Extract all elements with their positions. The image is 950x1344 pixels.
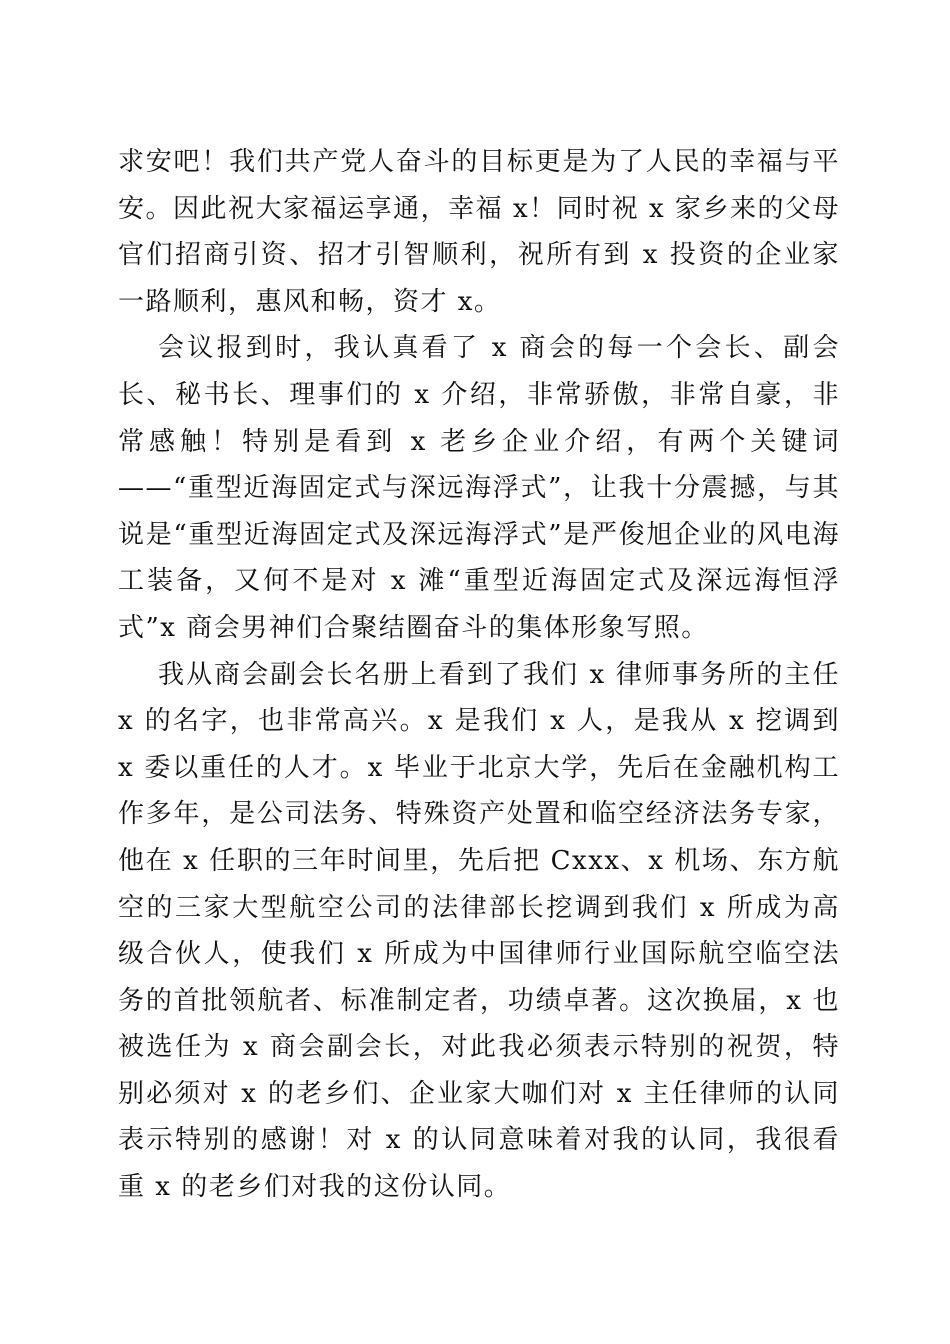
paragraph-3: 我从商会副会长名册上看到了我们 x 律师事务所的主任 x 的名字，也非常高兴。x 是我们 x 人，是我从 x 挖调到 x 委以重任的人才。x 毕业于北京大学，先后在金融机构工作多年，是公司法务、特殊资产处置和临空经济法务专家，他在 x 任职的三年时间里，先后把 Cxxx、x 机场、东方航空的三家大型航空公司的法律部长挖调到我们 x 所成为高级合伙人，使我们 x 所成为中国律师行业国际航空临空法务的首批领航者、标准制定者，功绩卓著。这次换届，x 也被选任为 x 商会副会长，对此我必须表示特别的祝贺，特别必须对 x 的老乡们、企业家大咖们对 x 主任律师的认同表示特别的感谢！对 x 的认同意味着对我的认同，我很看重 x 的老乡们对我的这份认同。 bbox=[118, 659, 840, 1203]
document-body bbox=[118, 139, 840, 1211]
paragraph-1: 求安吧！我们共产党人奋斗的目标更是为了人民的幸福与平安。因此祝大家福运享通，幸福 x！同时祝 x 家乡来的父母官们招商引资、招才引智顺利，祝所有到 x 投资的企业家一路顺利，惠风和畅，资才 x。 bbox=[118, 147, 840, 317]
paragraph-2: 会议报到时，我认真看了 x 商会的每一个会长、副会长、秘书长、理事们的 x 介绍，非常骄傲，非常自豪，非常感触！特别是看到 x 老乡企业介绍，有两个关键词——“重型近海固定式与深远海浮式”，让我十分震撼，与其说是“重型近海固定式及深远海浮式”是严俊旭企业的风电海工装备，又何不是对 x 滩“重型近海固定式及深远海恒浮式”x 商会男神们合聚结圈奋斗的集体形象写照。 bbox=[118, 333, 840, 643]
